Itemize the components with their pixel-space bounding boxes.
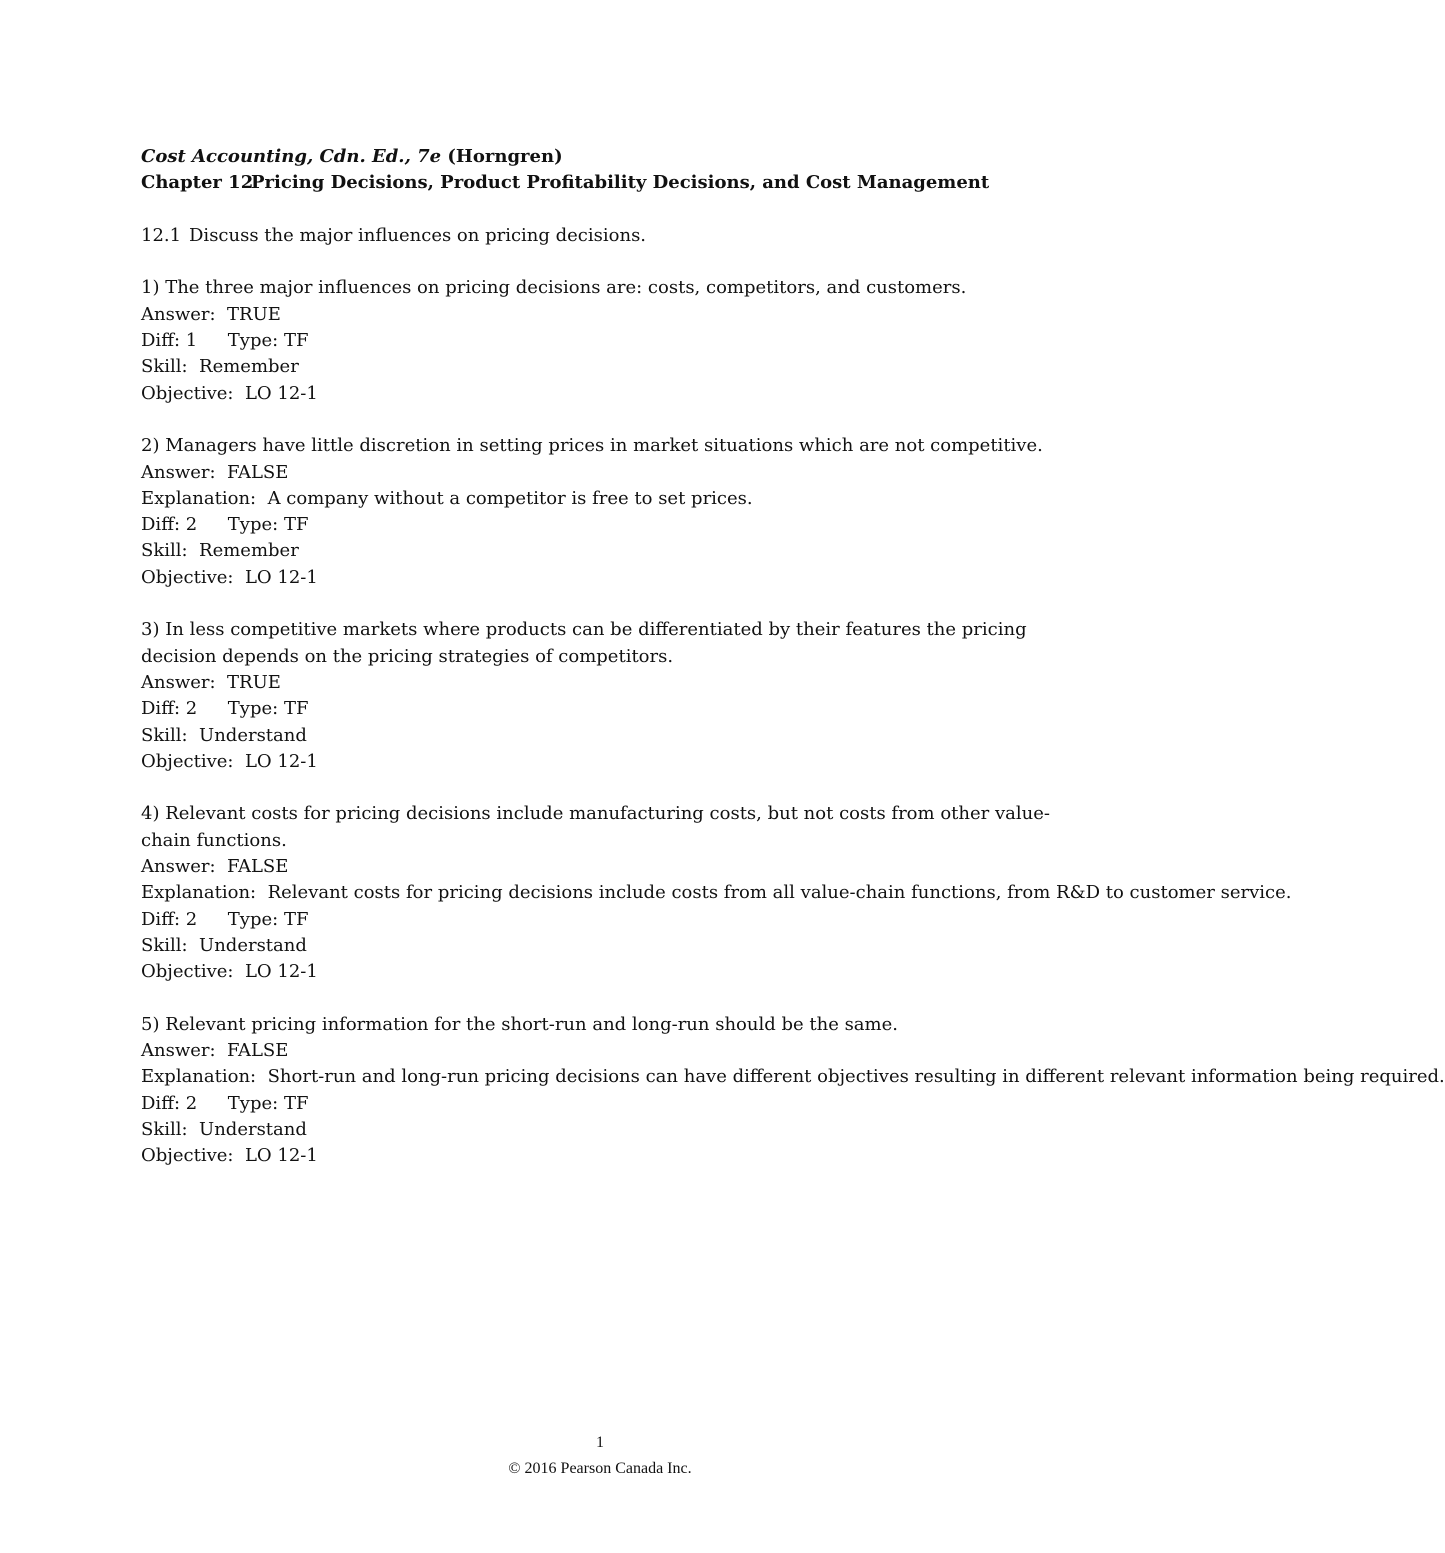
objective-line-label: Objective:	[141, 1145, 234, 1167]
spacer	[141, 986, 1071, 1012]
answer-line-value: FALSE	[227, 856, 289, 878]
question-item	[141, 986, 1445, 1170]
objective-line-value: LO 12-1	[244, 566, 318, 588]
objective-line	[141, 565, 1071, 591]
objective-line-value: LO 12-1	[244, 1145, 318, 1167]
answer-line-value: TRUE	[227, 303, 281, 325]
skill-line	[141, 354, 1071, 380]
book-title: Cost Accounting, Cdn. Ed., 7e	[141, 146, 442, 167]
answer-line	[141, 460, 1071, 486]
question-text: 3) In less competitive markets where products can be differentiated by their features the pricing decision depends on the pricing strategies of competitors.	[141, 619, 1027, 667]
chapter-label: Chapter 12	[141, 172, 254, 194]
skill-line	[141, 723, 1071, 749]
diff-value: 2	[185, 698, 198, 720]
diff-type-line	[141, 1091, 1071, 1117]
question-list	[141, 249, 1445, 1169]
explanation-line	[141, 1064, 1445, 1090]
type-label: Type:	[227, 514, 279, 536]
skill-line	[141, 1117, 1071, 1143]
type-label: Type:	[227, 1092, 279, 1114]
question-item	[141, 591, 1071, 775]
page-number: 1	[596, 1434, 604, 1451]
question-item	[141, 775, 1292, 985]
skill-line-value: Remember	[199, 540, 299, 562]
question-text: 1) The three major influences on pricing decisions are: costs, competitors, and customers.	[141, 277, 967, 299]
spacer	[141, 407, 1071, 433]
spacer	[141, 197, 1071, 223]
objective-line	[141, 959, 1071, 985]
skill-line-label: Skill:	[141, 724, 188, 746]
question-text: 5) Relevant pricing information for the short-run and long-run should be the same.	[141, 1013, 898, 1035]
objective-line-label: Objective:	[141, 750, 234, 772]
answer-line-label: Answer:	[141, 1040, 216, 1062]
explanation-line	[141, 880, 1292, 906]
answer-line	[141, 302, 1071, 328]
question-text: 2) Managers have little discretion in setting prices in market situations which are not competitive.	[141, 435, 1043, 457]
chapter-title-line	[141, 170, 1071, 196]
skill-line-label: Skill:	[141, 540, 188, 562]
skill-line-value: Understand	[199, 1118, 307, 1140]
diff-value: 2	[185, 1092, 198, 1114]
diff-label: Diff:	[141, 1092, 181, 1114]
skill-line-label: Skill:	[141, 934, 188, 956]
diff-label: Diff:	[141, 908, 181, 930]
book-title-line	[141, 144, 1071, 170]
page-content	[141, 144, 1445, 1170]
diff-type-line	[141, 907, 1071, 933]
diff-value: 1	[185, 330, 198, 352]
question-text: 4) Relevant costs for pricing decisions include manufacturing costs, but not costs from other value-chain functions.	[141, 803, 1050, 851]
answer-line	[141, 1038, 1071, 1064]
skill-line-value: Understand	[199, 724, 307, 746]
section-objective	[141, 223, 1071, 249]
answer-line-label: Answer:	[141, 671, 216, 693]
explanation-line-label: Explanation:	[141, 487, 257, 509]
explanation-line-label: Explanation:	[141, 1066, 257, 1088]
objective-line-value: LO 12-1	[244, 961, 318, 983]
explanation-line-value: A company without a competitor is free to set prices.	[267, 487, 753, 509]
type-value: TF	[283, 698, 309, 720]
spacer	[141, 591, 1071, 617]
skill-line	[141, 538, 1071, 564]
book-author: (Horngren)	[447, 146, 563, 167]
diff-label: Diff:	[141, 698, 181, 720]
skill-line-label: Skill:	[141, 356, 188, 378]
skill-line-label: Skill:	[141, 1118, 188, 1140]
chapter-title: Pricing Decisions, Product Profitability Decisions, and Cost Management	[251, 172, 990, 194]
diff-label: Diff:	[141, 514, 181, 536]
section-objective-text: Discuss the major influences on pricing decisions.	[189, 224, 647, 246]
type-value: TF	[283, 1092, 309, 1114]
explanation-line-value: Short-run and long-run pricing decisions can have different objectives resulting in different relevant information being required.	[267, 1066, 1445, 1088]
question-item	[141, 249, 1071, 407]
explanation-line-value: Relevant costs for pricing decisions include costs from all value-chain functions, from R&D to customer service.	[267, 882, 1292, 904]
answer-line-value: FALSE	[227, 461, 289, 483]
question-item	[141, 407, 1071, 591]
objective-line	[141, 749, 1071, 775]
type-label: Type:	[227, 330, 279, 352]
diff-type-line	[141, 328, 1071, 354]
answer-line-value: TRUE	[227, 671, 281, 693]
spacer	[141, 249, 1071, 275]
objective-line-value: LO 12-1	[244, 750, 318, 772]
objective-line-label: Objective:	[141, 382, 234, 404]
diff-value: 2	[185, 908, 198, 930]
diff-value: 2	[185, 514, 198, 536]
answer-line	[141, 854, 1071, 880]
explanation-line	[141, 486, 1071, 512]
objective-line-label: Objective:	[141, 566, 234, 588]
objective-line	[141, 1143, 1071, 1169]
type-label: Type:	[227, 908, 279, 930]
spacer	[141, 775, 1071, 801]
type-label: Type:	[227, 698, 279, 720]
skill-line-value: Remember	[199, 356, 299, 378]
copyright: © 2016 Pearson Canada Inc.	[508, 1460, 692, 1477]
answer-line-label: Answer:	[141, 303, 216, 325]
skill-line-value: Understand	[199, 934, 307, 956]
diff-type-line	[141, 696, 1071, 722]
explanation-line-label: Explanation:	[141, 882, 257, 904]
type-value: TF	[283, 908, 309, 930]
answer-line	[141, 670, 1071, 696]
objective-line	[141, 381, 1071, 407]
objective-line-value: LO 12-1	[244, 382, 318, 404]
diff-label: Diff:	[141, 330, 181, 352]
type-value: TF	[283, 514, 309, 536]
diff-type-line	[141, 512, 1071, 538]
answer-line-label: Answer:	[141, 461, 216, 483]
skill-line	[141, 933, 1071, 959]
objective-line-label: Objective:	[141, 961, 234, 983]
answer-line-label: Answer:	[141, 856, 216, 878]
answer-line-value: FALSE	[227, 1040, 289, 1062]
section-objective-number: 12.1	[141, 224, 182, 246]
type-value: TF	[283, 330, 309, 352]
